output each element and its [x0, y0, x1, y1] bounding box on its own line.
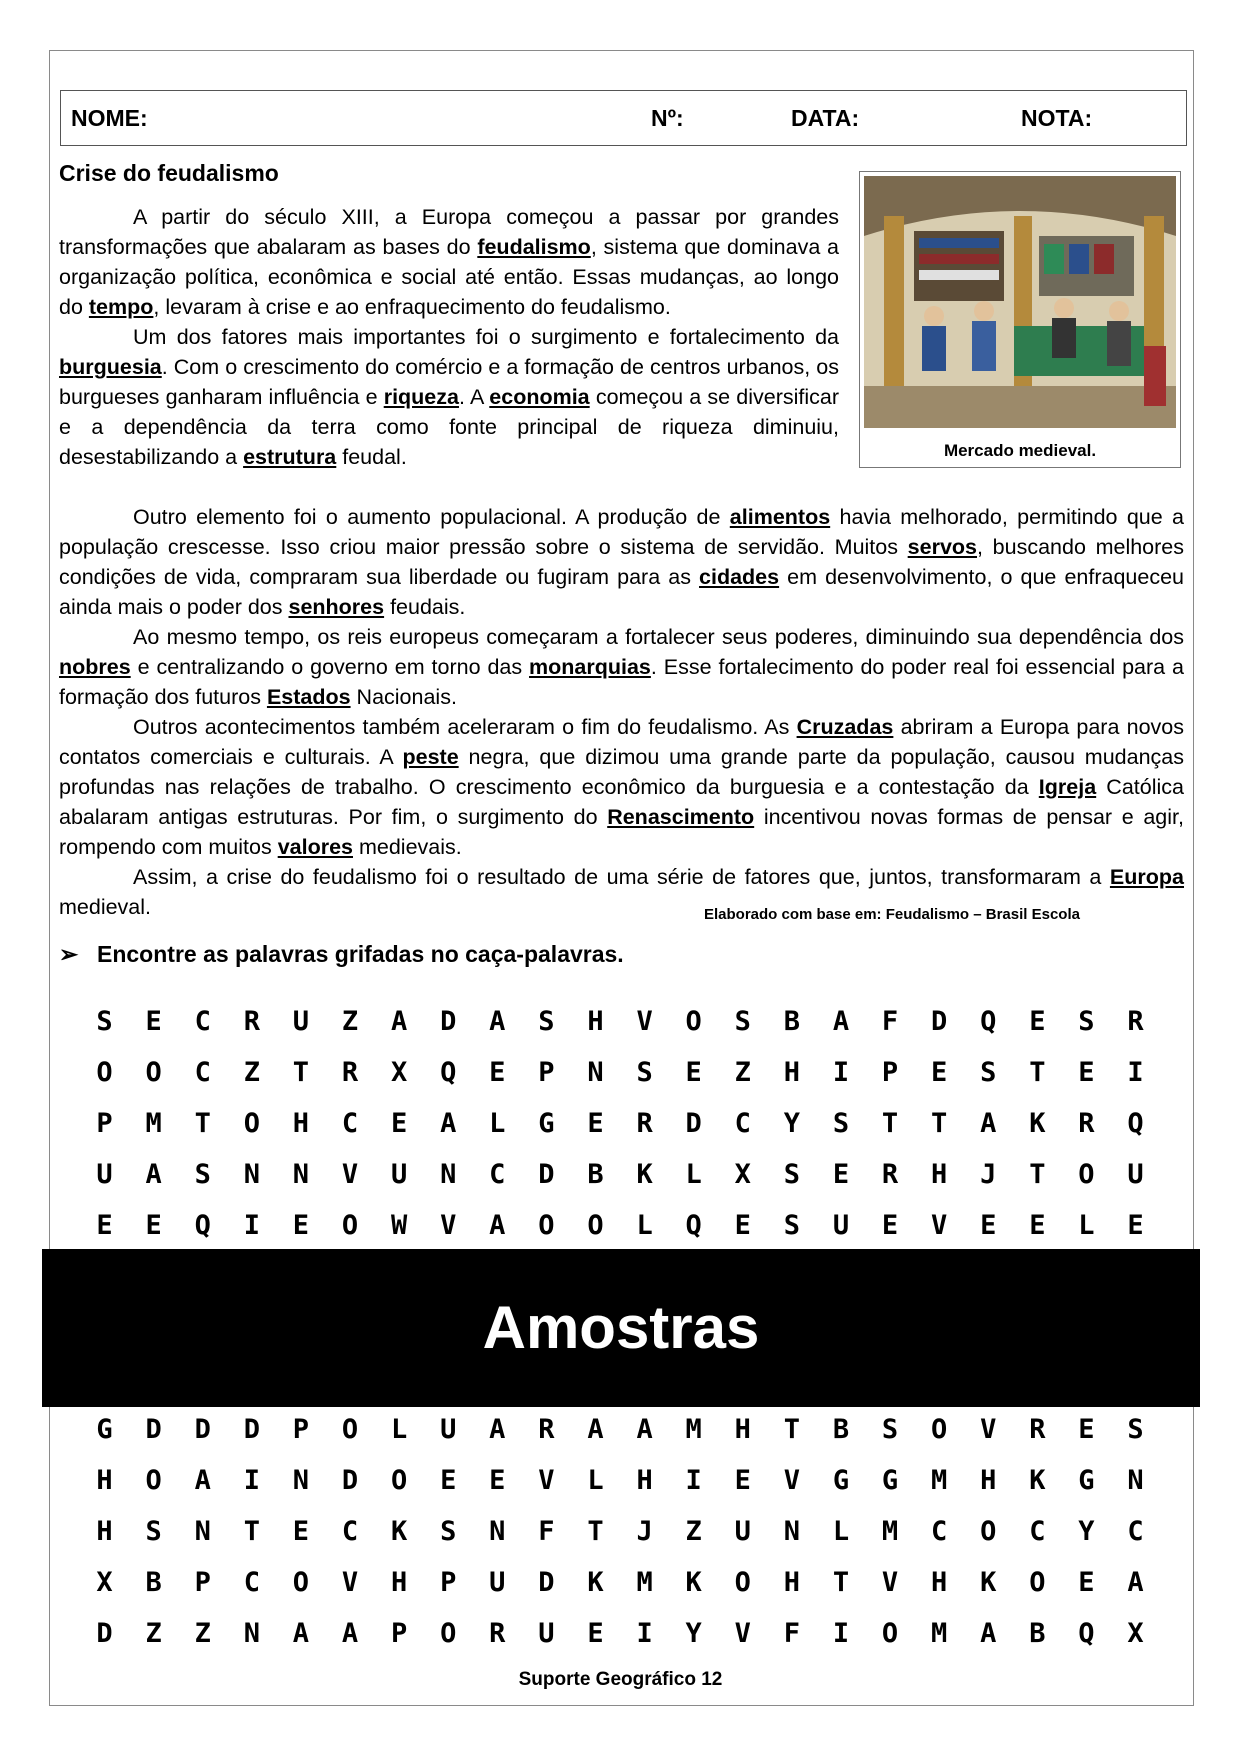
keyword: economia: [489, 385, 590, 409]
grid-letter[interactable]: R: [881, 1159, 899, 1190]
grid-letter[interactable]: Z: [734, 1057, 751, 1088]
medieval-market-figure: [859, 171, 1181, 468]
grid-letter[interactable]: T: [832, 1567, 850, 1598]
grid-letter[interactable]: N: [587, 1057, 604, 1088]
grid-letter[interactable]: E: [489, 1057, 506, 1088]
source-credit: Elaborado com base em: Feudalismo – Brasil Escola: [704, 906, 1080, 923]
grid-letter[interactable]: T: [292, 1057, 310, 1088]
grid-letter[interactable]: H: [390, 1567, 408, 1598]
grid-letter[interactable]: U: [390, 1159, 408, 1190]
grid-letter[interactable]: C: [734, 1108, 751, 1139]
grid-letter[interactable]: N: [292, 1465, 310, 1496]
text-column-wide: [59, 502, 1184, 922]
grid-letter[interactable]: P: [538, 1057, 555, 1088]
grid-letter[interactable]: T: [931, 1108, 948, 1139]
grid-letter[interactable]: Q: [1127, 1108, 1144, 1139]
grid-letter[interactable]: C: [243, 1567, 260, 1598]
grid-row: [80, 1557, 1160, 1608]
paragraph-5: Outros acontecimentos também aceleraram o fim do feudalismo. As Cruzadas abriram a Europa para novos contatos comerciais e culturais. A peste negra, que dizimou uma grande parte da população, causou mudanças profundas nas relações de trabalho. O crescimento econômico da burguesia e a contestação da Igreja Católica abalaram antigas estruturas. Por fim, o surgimento do Renascimento incentivou novas formas de pensar e agir, rompendo com muitos valores medievais.: [59, 715, 1184, 859]
grid-letter[interactable]: X: [390, 1057, 408, 1088]
grid-row: [80, 1047, 1160, 1098]
grid-letter[interactable]: U: [440, 1414, 457, 1445]
grid-letter[interactable]: E: [1029, 1006, 1046, 1037]
grid-letter[interactable]: H: [636, 1465, 653, 1496]
grid-letter[interactable]: O: [390, 1465, 408, 1496]
grid-letter[interactable]: O: [292, 1567, 310, 1598]
grid-letter[interactable]: Z: [243, 1057, 260, 1088]
keyword: feudalismo: [477, 235, 591, 259]
grid-letter[interactable]: O: [440, 1618, 457, 1649]
word-search-grid-bottom: [80, 1404, 1160, 1659]
grid-letter[interactable]: C: [1127, 1516, 1144, 1547]
grid-letter[interactable]: H: [783, 1567, 800, 1598]
grid-letter[interactable]: V: [538, 1465, 555, 1496]
instruction: [59, 941, 624, 968]
grid-letter[interactable]: M: [685, 1414, 702, 1445]
grid-letter[interactable]: O: [96, 1057, 113, 1088]
grid-letter[interactable]: A: [292, 1618, 310, 1649]
figure-caption: Mercado medieval.: [943, 441, 1097, 460]
grid-row: [80, 996, 1160, 1047]
nome-label: NOME:: [71, 105, 148, 131]
grid-letter[interactable]: V: [341, 1567, 359, 1598]
grid-letter[interactable]: E: [1029, 1210, 1046, 1241]
grid-letter[interactable]: S: [440, 1516, 457, 1547]
grid-letter[interactable]: R: [1127, 1006, 1144, 1037]
grid-letter[interactable]: T: [881, 1108, 899, 1139]
grid-letter[interactable]: Q: [685, 1210, 702, 1241]
grid-letter[interactable]: H: [96, 1465, 113, 1496]
grid-row: [80, 1200, 1160, 1251]
grid-letter[interactable]: H: [783, 1057, 800, 1088]
numero-label: Nº:: [651, 105, 684, 131]
grid-letter[interactable]: E: [832, 1159, 850, 1190]
grid-letter[interactable]: O: [145, 1465, 162, 1496]
grid-row: [80, 1149, 1160, 1200]
grid-letter[interactable]: N: [292, 1159, 310, 1190]
keyword: burguesia: [59, 355, 162, 379]
grid-letter[interactable]: U: [832, 1210, 850, 1241]
keyword: Igreja: [1038, 775, 1097, 799]
grid-letter[interactable]: O: [881, 1618, 899, 1649]
student-header: [60, 90, 1187, 146]
grid-letter[interactable]: E: [440, 1465, 457, 1496]
grid-letter[interactable]: C: [194, 1006, 211, 1037]
grid-letter[interactable]: H: [931, 1159, 948, 1190]
keyword: peste: [402, 745, 459, 769]
grid-letter[interactable]: E: [587, 1618, 604, 1649]
grid-letter[interactable]: Q: [980, 1006, 997, 1037]
grid-letter[interactable]: G: [96, 1414, 113, 1445]
grid-letter[interactable]: K: [636, 1159, 653, 1190]
grid-letter[interactable]: O: [341, 1414, 359, 1445]
grid-letter[interactable]: C: [341, 1516, 359, 1547]
grid-letter[interactable]: K: [587, 1567, 604, 1598]
grid-letter[interactable]: O: [538, 1210, 555, 1241]
grid-letter[interactable]: A: [587, 1414, 604, 1445]
grid-letter[interactable]: D: [685, 1108, 702, 1139]
grid-letter[interactable]: R: [341, 1057, 359, 1088]
grid-letter[interactable]: E: [734, 1210, 751, 1241]
grid-letter[interactable]: L: [587, 1465, 604, 1496]
grid-letter[interactable]: O: [1078, 1159, 1095, 1190]
grid-letter[interactable]: A: [980, 1618, 997, 1649]
grid-letter[interactable]: L: [685, 1159, 702, 1190]
grid-letter[interactable]: N: [243, 1159, 260, 1190]
grid-letter[interactable]: M: [636, 1567, 653, 1598]
grid-letter[interactable]: S: [96, 1006, 113, 1037]
grid-letter[interactable]: U: [96, 1159, 113, 1190]
grid-letter[interactable]: P: [96, 1108, 113, 1139]
keyword: alimentos: [729, 505, 831, 529]
grid-letter[interactable]: T: [587, 1516, 604, 1547]
grid-letter[interactable]: S: [881, 1414, 899, 1445]
grid-letter[interactable]: Z: [194, 1618, 211, 1649]
grid-letter[interactable]: R: [1029, 1414, 1046, 1445]
paragraph-3: Outro elemento foi o aumento populacional. A produção de alimentos havia melhorado, permitindo que a população crescesse. Isso criou maior pressão sobre o sistema de servidão. Muitos servos, buscando melhores condições de vida, compraram sua liberdade ou fugiram para as cidades em desenvolvimento, o que enfraqueceu ainda mais o poder dos senhores feudais.: [59, 505, 1185, 619]
grid-letter[interactable]: I: [832, 1057, 850, 1088]
keyword: cidades: [699, 565, 780, 589]
grid-letter[interactable]: A: [832, 1006, 850, 1037]
grid-letter[interactable]: E: [145, 1006, 162, 1037]
grid-letter[interactable]: A: [145, 1159, 162, 1190]
grid-letter[interactable]: G: [881, 1465, 899, 1496]
grid-letter[interactable]: R: [489, 1618, 506, 1649]
grid-letter[interactable]: N: [194, 1516, 211, 1547]
grid-letter[interactable]: S: [145, 1516, 162, 1547]
grid-letter[interactable]: L: [1078, 1210, 1095, 1241]
grid-letter[interactable]: Q: [194, 1210, 211, 1241]
keyword: servos: [907, 535, 978, 559]
grid-letter[interactable]: E: [881, 1210, 899, 1241]
grid-letter[interactable]: O: [341, 1210, 359, 1241]
grid-letter[interactable]: D: [243, 1414, 260, 1445]
grid-letter[interactable]: K: [685, 1567, 702, 1598]
grid-letter[interactable]: P: [881, 1057, 899, 1088]
keyword: Estados: [266, 685, 351, 709]
grid-letter[interactable]: B: [1029, 1618, 1046, 1649]
keyword: monarquias: [529, 655, 651, 679]
nota-label: NOTA:: [1021, 105, 1093, 131]
grid-letter[interactable]: Y: [685, 1618, 702, 1649]
grid-letter[interactable]: Z: [145, 1618, 162, 1649]
grid-letter[interactable]: A: [980, 1108, 997, 1139]
medieval-market-illustration: [864, 176, 1176, 428]
grid-letter[interactable]: L: [636, 1210, 653, 1241]
grid-letter[interactable]: Q: [1078, 1618, 1095, 1649]
grid-letter[interactable]: U: [1127, 1159, 1144, 1190]
grid-letter[interactable]: O: [734, 1567, 751, 1598]
grid-letter[interactable]: U: [489, 1567, 506, 1598]
grid-letter[interactable]: O: [243, 1108, 260, 1139]
grid-letter[interactable]: V: [440, 1210, 457, 1241]
grid-letter[interactable]: K: [980, 1567, 997, 1598]
grid-letter[interactable]: L: [489, 1108, 506, 1139]
grid-letter[interactable]: R: [538, 1414, 555, 1445]
grid-letter[interactable]: E: [96, 1210, 113, 1241]
grid-letter[interactable]: A: [489, 1006, 506, 1037]
keyword: riqueza: [383, 385, 459, 409]
grid-letter[interactable]: E: [1078, 1414, 1095, 1445]
grid-letter[interactable]: T: [243, 1516, 260, 1547]
grid-letter[interactable]: A: [194, 1465, 211, 1496]
grid-letter[interactable]: H: [734, 1414, 751, 1445]
grid-letter[interactable]: T: [1029, 1057, 1046, 1088]
grid-letter[interactable]: H: [292, 1108, 310, 1139]
paragraph-1: A partir do século XIII, a Europa começou a passar por grandes transformações que abalaram as bases do feudalismo, sistema que dominava a organização política, econômica e social até então. Essas mudanças, ao longo do tempo, levaram à crise e ao enfraquecimento do feudalismo.: [59, 205, 839, 319]
grid-letter[interactable]: P: [292, 1414, 310, 1445]
grid-letter[interactable]: D: [145, 1414, 162, 1445]
grid-letter[interactable]: P: [390, 1618, 408, 1649]
grid-letter[interactable]: V: [783, 1465, 800, 1496]
grid-letter[interactable]: R: [636, 1108, 653, 1139]
grid-letter[interactable]: J: [980, 1159, 997, 1190]
grid-letter[interactable]: I: [243, 1465, 260, 1496]
grid-letter[interactable]: S: [194, 1159, 211, 1190]
grid-letter[interactable]: I: [685, 1465, 702, 1496]
grid-letter[interactable]: S: [636, 1057, 653, 1088]
grid-letter[interactable]: L: [832, 1516, 850, 1547]
grid-row: [80, 1608, 1160, 1659]
grid-letter[interactable]: F: [783, 1618, 800, 1649]
grid-letter[interactable]: I: [636, 1618, 653, 1649]
sample-watermark: Amostras: [42, 1249, 1200, 1407]
footer: Suporte Geográfico 12: [518, 1669, 723, 1690]
grid-letter[interactable]: E: [1078, 1567, 1095, 1598]
grid-letter[interactable]: M: [145, 1108, 162, 1139]
data-label: DATA:: [791, 105, 860, 131]
grid-letter[interactable]: J: [636, 1516, 653, 1547]
grid-letter[interactable]: E: [145, 1210, 162, 1241]
keyword: senhores: [288, 595, 385, 619]
paragraph-4: Ao mesmo tempo, os reis europeus começaram a fortalecer seus poderes, diminuindo sua dependência dos nobres e centralizando o governo em torno das monarquias. Esse fortalecimento do poder real foi essencial para a formação dos futuros Estados Nacionais.: [59, 625, 1185, 709]
keyword: Cruzadas: [796, 715, 894, 739]
grid-letter[interactable]: S: [783, 1210, 800, 1241]
keyword: Europa: [1109, 865, 1184, 889]
grid-letter[interactable]: F: [538, 1516, 555, 1547]
grid-letter[interactable]: A: [341, 1618, 359, 1649]
grid-letter[interactable]: N: [243, 1618, 260, 1649]
grid-letter[interactable]: E: [292, 1210, 310, 1241]
keyword: valores: [277, 835, 353, 859]
grid-letter[interactable]: Z: [685, 1516, 702, 1547]
grid-letter[interactable]: V: [341, 1159, 359, 1190]
grid-letter[interactable]: K: [1029, 1465, 1046, 1496]
grid-letter[interactable]: I: [1127, 1057, 1144, 1088]
grid-letter[interactable]: G: [1078, 1465, 1095, 1496]
grid-letter[interactable]: N: [1127, 1465, 1144, 1496]
grid-letter[interactable]: S: [1078, 1006, 1095, 1037]
grid-letter[interactable]: D: [538, 1567, 555, 1598]
grid-letter[interactable]: U: [734, 1516, 751, 1547]
grid-letter[interactable]: V: [980, 1414, 997, 1445]
grid-letter[interactable]: H: [587, 1006, 604, 1037]
grid-letter[interactable]: A: [390, 1006, 408, 1037]
grid-letter[interactable]: U: [538, 1618, 555, 1649]
grid-letter[interactable]: B: [832, 1414, 850, 1445]
grid-letter[interactable]: E: [980, 1210, 997, 1241]
grid-letter[interactable]: B: [587, 1159, 604, 1190]
grid-letter[interactable]: F: [881, 1006, 899, 1037]
grid-letter[interactable]: S: [538, 1006, 555, 1037]
grid-letter[interactable]: E: [390, 1108, 408, 1139]
grid-letter[interactable]: S: [734, 1006, 751, 1037]
grid-letter[interactable]: E: [734, 1465, 751, 1496]
grid-letter[interactable]: Y: [1078, 1516, 1095, 1547]
grid-row: [80, 1506, 1160, 1557]
grid-letter[interactable]: N: [783, 1516, 800, 1547]
grid-letter[interactable]: D: [538, 1159, 555, 1190]
grid-letter[interactable]: Y: [783, 1108, 800, 1139]
keyword: estrutura: [243, 445, 337, 469]
grid-letter[interactable]: D: [341, 1465, 359, 1496]
grid-letter[interactable]: M: [931, 1618, 948, 1649]
grid-letter[interactable]: N: [440, 1159, 457, 1190]
grid-letter[interactable]: A: [636, 1414, 653, 1445]
grid-letter[interactable]: V: [931, 1210, 948, 1241]
grid-letter[interactable]: I: [832, 1618, 850, 1649]
grid-letter[interactable]: T: [194, 1108, 211, 1139]
grid-letter[interactable]: T: [783, 1414, 800, 1445]
grid-letter[interactable]: R: [243, 1006, 260, 1037]
grid-row: [80, 1404, 1160, 1455]
grid-letter[interactable]: P: [194, 1567, 211, 1598]
grid-letter[interactable]: X: [734, 1159, 751, 1190]
text-column-narrow: [59, 202, 839, 472]
instruction-text: Encontre as palavras grifadas no caça-palavras.: [97, 941, 624, 967]
paragraph-6: Assim, a crise do feudalismo foi o resultado de uma série de fatores que, juntos, transformaram a Europa medieval.: [59, 865, 1184, 919]
grid-letter[interactable]: O: [145, 1057, 162, 1088]
grid-letter[interactable]: A: [489, 1414, 506, 1445]
grid-letter[interactable]: X: [1127, 1618, 1144, 1649]
grid-letter[interactable]: D: [440, 1006, 457, 1037]
grid-letter[interactable]: E: [931, 1057, 948, 1088]
grid-letter[interactable]: A: [440, 1108, 457, 1139]
grid-letter[interactable]: B: [783, 1006, 800, 1037]
grid-letter[interactable]: B: [145, 1567, 162, 1598]
grid-letter[interactable]: Q: [440, 1057, 457, 1088]
grid-letter[interactable]: H: [980, 1465, 997, 1496]
keyword: tempo: [88, 295, 154, 319]
grid-letter[interactable]: H: [931, 1567, 948, 1598]
grid-row: [80, 1098, 1160, 1149]
grid-letter[interactable]: X: [96, 1567, 113, 1598]
grid-letter[interactable]: Z: [341, 1006, 359, 1037]
grid-letter[interactable]: K: [1029, 1108, 1046, 1139]
grid-letter[interactable]: V: [881, 1567, 899, 1598]
grid-letter[interactable]: U: [292, 1006, 310, 1037]
grid-letter[interactable]: C: [931, 1516, 948, 1547]
grid-letter[interactable]: S: [1127, 1414, 1144, 1445]
grid-letter[interactable]: G: [832, 1465, 850, 1496]
word-search-grid-top: [80, 996, 1160, 1251]
grid-letter[interactable]: H: [96, 1516, 113, 1547]
grid-letter[interactable]: S: [832, 1108, 850, 1139]
grid-letter[interactable]: A: [489, 1210, 506, 1241]
grid-letter[interactable]: E: [587, 1108, 604, 1139]
paragraph-2: Um dos fatores mais importantes foi o surgimento e fortalecimento da burguesia. Com o crescimento do comércio e a formação de centros urbanos, os burgueses ganharam influência e riqueza. A economia começou a se diversificar e a dependência da terra como fonte principal de riqueza diminuiu, desestabilizando a estrutura feudal.: [59, 325, 839, 469]
grid-letter[interactable]: V: [636, 1006, 653, 1037]
grid-letter[interactable]: C: [489, 1159, 506, 1190]
grid-letter[interactable]: V: [734, 1618, 751, 1649]
grid-letter[interactable]: D: [931, 1006, 948, 1037]
grid-letter[interactable]: O: [931, 1414, 948, 1445]
keyword: nobres: [59, 655, 131, 679]
grid-letter[interactable]: N: [489, 1516, 506, 1547]
grid-letter[interactable]: E: [1127, 1210, 1144, 1241]
grid-letter[interactable]: C: [1029, 1516, 1046, 1547]
grid-letter[interactable]: S: [980, 1057, 997, 1088]
arrow-bullet-icon: ➢: [59, 941, 79, 967]
grid-letter[interactable]: M: [931, 1465, 948, 1496]
grid-letter[interactable]: K: [390, 1516, 408, 1547]
grid-letter[interactable]: R: [1078, 1108, 1095, 1139]
grid-letter[interactable]: O: [685, 1006, 702, 1037]
grid-letter[interactable]: A: [1127, 1567, 1144, 1598]
grid-letter[interactable]: O: [980, 1516, 997, 1547]
grid-row: [80, 1455, 1160, 1506]
grid-letter[interactable]: E: [685, 1057, 702, 1088]
grid-letter[interactable]: O: [1029, 1567, 1046, 1598]
grid-letter[interactable]: E: [1078, 1057, 1095, 1088]
grid-letter[interactable]: G: [538, 1108, 555, 1139]
grid-letter[interactable]: M: [881, 1516, 899, 1547]
grid-letter[interactable]: C: [194, 1057, 211, 1088]
grid-letter[interactable]: S: [783, 1159, 800, 1190]
grid-letter[interactable]: P: [440, 1567, 457, 1598]
grid-letter[interactable]: I: [243, 1210, 260, 1241]
keyword: Renascimento: [607, 805, 755, 829]
page-title: Crise do feudalismo: [59, 160, 279, 186]
grid-letter[interactable]: C: [341, 1108, 359, 1139]
grid-letter[interactable]: T: [1029, 1159, 1046, 1190]
grid-letter[interactable]: E: [489, 1465, 506, 1496]
grid-letter[interactable]: L: [390, 1414, 408, 1445]
grid-letter[interactable]: E: [292, 1516, 310, 1547]
grid-letter[interactable]: O: [587, 1210, 604, 1241]
grid-letter[interactable]: D: [96, 1618, 113, 1649]
grid-letter[interactable]: D: [194, 1414, 211, 1445]
grid-letter[interactable]: W: [390, 1210, 408, 1241]
